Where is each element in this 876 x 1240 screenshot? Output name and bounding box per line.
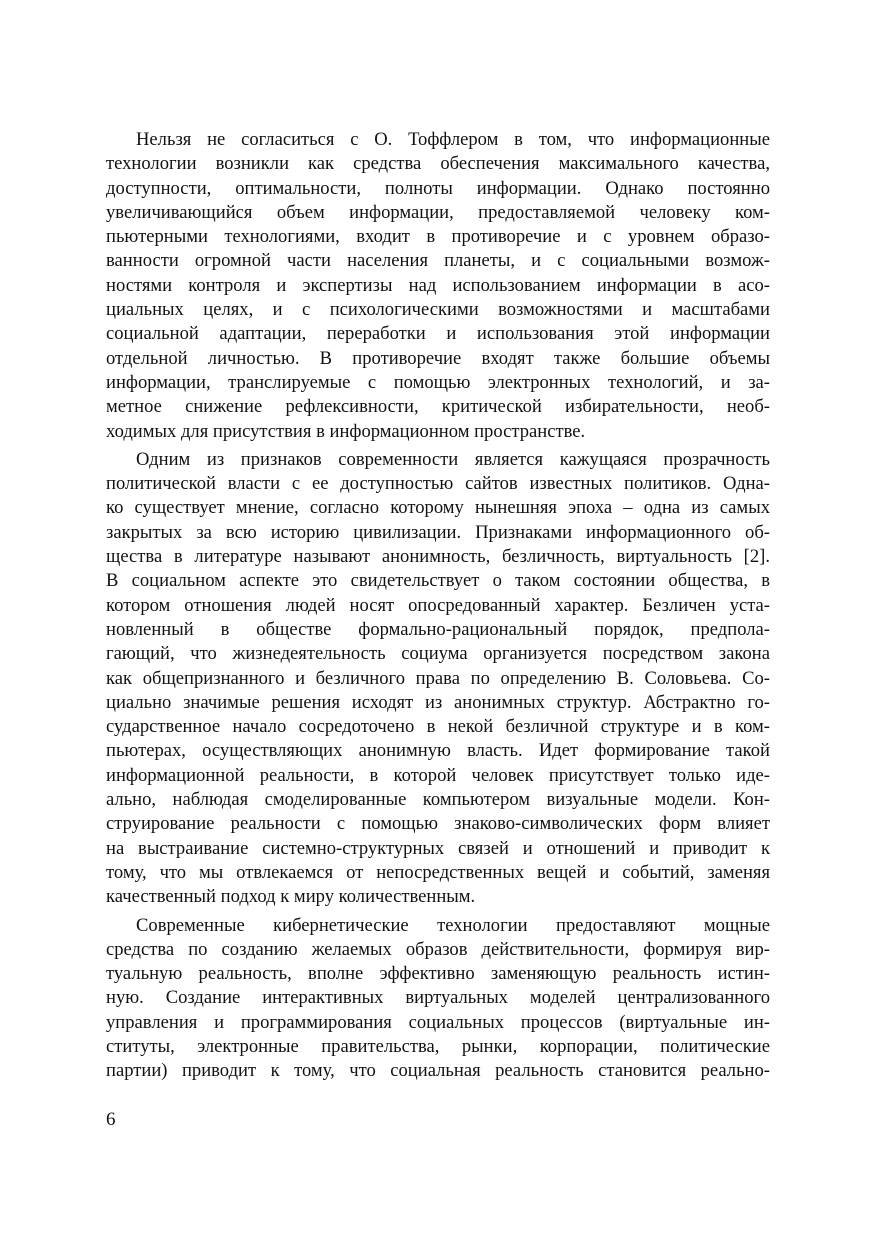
text-line: тому, что мы отвлекаемся от непосредственных вещей и событий, заменяя bbox=[106, 861, 770, 883]
body-text bbox=[106, 128, 770, 1088]
text-line: информационной реальности, в которой человек присутствует только иде- bbox=[106, 764, 770, 786]
text-line: щества в литературе называют анонимность, безличность, виртуальность [2]. bbox=[106, 546, 770, 568]
text-line: циально значимые решения исходят из анонимных структур. Абстрактно го- bbox=[106, 691, 770, 713]
text-line: метное снижение рефлексивности, критической избирательности, необ- bbox=[106, 396, 770, 418]
text-line: партии) приводит к тому, что социальная реальность становится реально- bbox=[106, 1060, 770, 1082]
paragraph-1 bbox=[106, 128, 770, 444]
text-line: Современные кибернетические технологии предоставляют мощные bbox=[136, 914, 770, 936]
text-line: ную. Создание интерактивных виртуальных моделей централизованного bbox=[106, 987, 770, 1009]
paragraph-3 bbox=[106, 914, 770, 1084]
text-line: средства по созданию желаемых образов действительности, формируя вир- bbox=[106, 938, 770, 960]
paragraph-2 bbox=[106, 448, 770, 910]
text-line: политической власти с ее доступностью сайтов известных политиков. Одна- bbox=[106, 473, 770, 495]
text-line: ко существует мнение, согласно которому нынешняя эпоха – одна из самых bbox=[106, 497, 770, 519]
text-line: управления и программирования социальных процессов (виртуальные ин- bbox=[106, 1011, 770, 1033]
text-line: закрытых за всю историю цивилизации. Признаками информационного об- bbox=[106, 521, 770, 543]
text-line: туальную реальность, вполне эффективно заменяющую реальность истин- bbox=[106, 963, 770, 985]
text-line: отдельной личностью. В противоречие входят также большие объемы bbox=[106, 347, 770, 369]
text-line: информации, транслируемые с помощью электронных технологий, и за- bbox=[106, 371, 770, 393]
text-line: доступности, оптимальности, полноты информации. Однако постоянно bbox=[106, 177, 770, 199]
text-line: Нельзя не согласиться с О. Тоффлером в том, что информационные bbox=[136, 129, 770, 150]
text-line: ностями контроля и экспертизы над использованием информации в асо- bbox=[106, 274, 770, 296]
text-line: сударственное начало сосредоточено в некой безличной структуре и в ком- bbox=[106, 716, 770, 738]
text-line: ванности огромной части населения планеты, и с социальными возмож- bbox=[106, 250, 770, 272]
text-line: струирование реальности с помощью знаково-символических форм влияет bbox=[106, 813, 770, 835]
page-number: 6 bbox=[106, 1109, 116, 1130]
text-line: технологии возникли как средства обеспечения максимального качества, bbox=[106, 153, 770, 175]
text-line: ституты, электронные правительства, рынки, корпорации, политические bbox=[106, 1035, 770, 1057]
text-line: качественный подход к миру количественным. bbox=[106, 886, 476, 908]
text-line: пьютерах, осуществляющих анонимную власть. Идет формирование такой bbox=[106, 740, 770, 762]
text-line: пьютерными технологиями, входит в противоречие и с уровнем образо- bbox=[106, 226, 770, 248]
text-line: В социальном аспекте это свидетельствует о таком состоянии общества, в bbox=[106, 570, 770, 592]
text-line: на выстраивание системно-структурных связей и отношений и приводит к bbox=[106, 837, 770, 859]
text-line: увеличивающийся объем информации, предоставляемой человеку ком- bbox=[106, 201, 770, 223]
text-line: котором отношения людей носят опосредованный характер. Безличен уста- bbox=[106, 594, 770, 616]
text-line: социальной адаптации, переработки и использования этой информации bbox=[106, 323, 770, 345]
text-line: новленный в обществе формально-рациональный порядок, предпола- bbox=[106, 618, 770, 640]
text-line: ходимых для присутствия в информационном пространстве. bbox=[106, 420, 586, 442]
text-line: циальных целях, и с психологическими возможностями и масштабами bbox=[106, 299, 770, 321]
text-line: как общепризнанного и безличного права по определению В. Соловьева. Со- bbox=[106, 667, 770, 689]
text-line: Одним из признаков современности является кажущаяся прозрачность bbox=[136, 448, 770, 470]
text-line: ально, наблюдая смоделированные компьютером визуальные модели. Кон- bbox=[106, 789, 770, 811]
text-line: гающий, что жизнедеятельность социума организуется посредством закона bbox=[106, 643, 770, 665]
